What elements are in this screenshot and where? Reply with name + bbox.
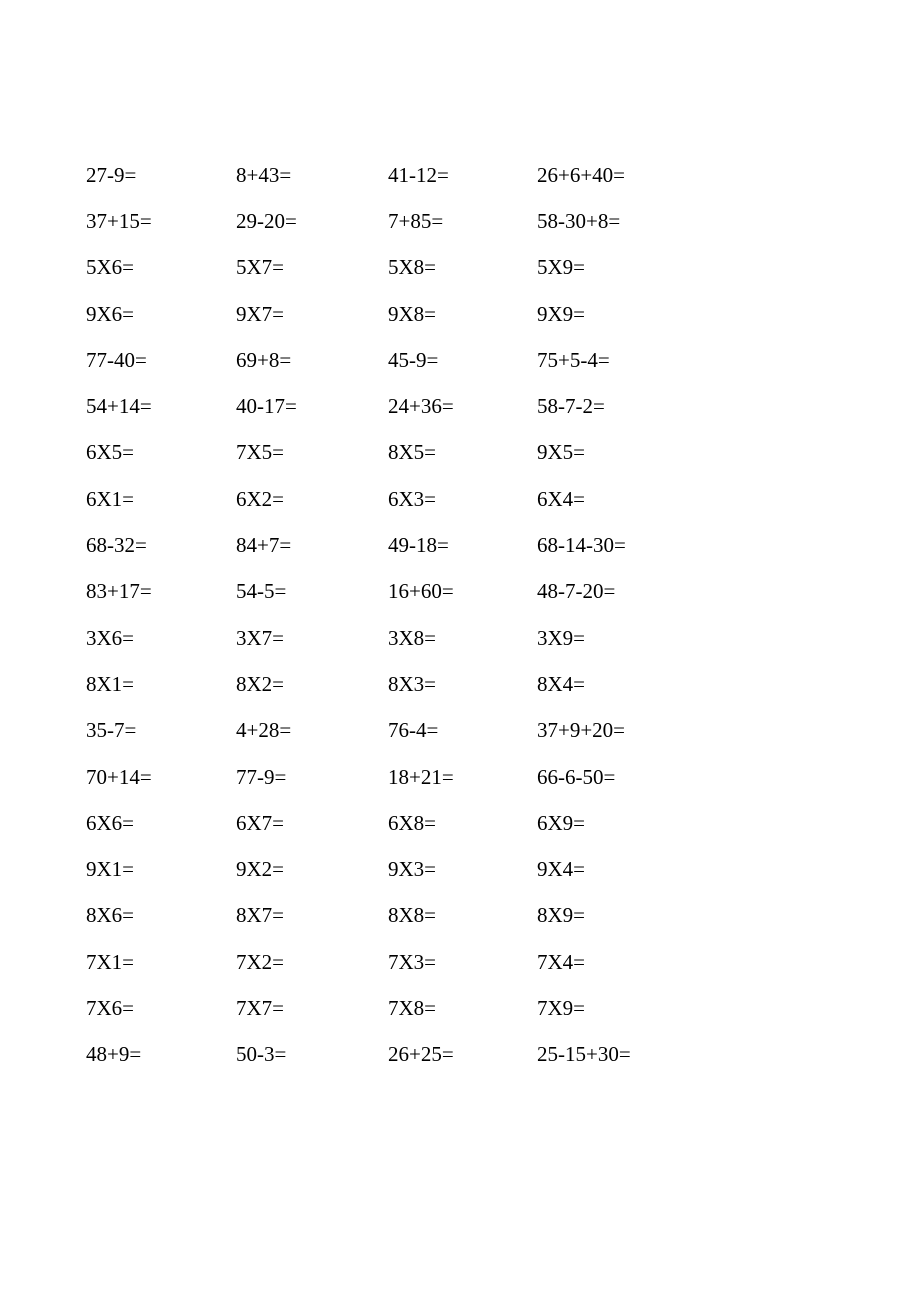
problem: 9X4= [537, 857, 586, 882]
problem: 8X1= [86, 671, 135, 696]
problem: 25-15+30= [537, 1042, 631, 1067]
problem-row [86, 430, 686, 476]
problem: 9X8= [388, 301, 437, 326]
problem: 6X1= [86, 486, 135, 511]
problem: 24+36= [388, 394, 454, 419]
problem: 5X6= [86, 255, 135, 280]
problem: 8X7= [236, 903, 285, 928]
problem: 7X1= [86, 949, 135, 974]
problem: 68-14-30= [537, 533, 626, 558]
problem-row [86, 893, 686, 939]
problem: 7X2= [236, 949, 285, 974]
problem-row [86, 754, 686, 800]
problem-row [86, 245, 686, 291]
problem: 37+15= [86, 208, 152, 233]
problem-grid [86, 152, 686, 1078]
problem-row [86, 661, 686, 707]
problem: 7X6= [86, 995, 135, 1020]
problem: 45-9= [388, 347, 439, 372]
problem: 69+8= [236, 347, 292, 372]
problem: 8X8= [388, 903, 437, 928]
problem: 49-18= [388, 533, 449, 558]
problem: 68-32= [86, 533, 147, 558]
problem-row [86, 476, 686, 522]
problem: 7X8= [388, 995, 437, 1020]
problem: 58-30+8= [537, 208, 621, 233]
problem: 75+5-4= [537, 347, 610, 372]
problem: 5X8= [388, 255, 437, 280]
problem: 9X7= [236, 301, 285, 326]
problem: 6X8= [388, 810, 437, 835]
problem: 3X7= [236, 625, 285, 650]
problem: 16+60= [388, 579, 454, 604]
problem: 66-6-50= [537, 764, 616, 789]
problem: 6X7= [236, 810, 285, 835]
problem: 8X9= [537, 903, 586, 928]
problem: 76-4= [388, 718, 439, 743]
problem: 37+9+20= [537, 718, 626, 743]
problem: 8X2= [236, 671, 285, 696]
problem: 5X9= [537, 255, 586, 280]
problem-row [86, 522, 686, 568]
problem: 41-12= [388, 162, 449, 187]
problem: 70+14= [86, 764, 152, 789]
problem: 9X9= [537, 301, 586, 326]
problem-row [86, 198, 686, 244]
problem: 26+25= [388, 1042, 454, 1067]
problem: 77-40= [86, 347, 147, 372]
problem: 27-9= [86, 162, 137, 187]
problem-row [86, 1032, 686, 1078]
problem-row [86, 152, 686, 198]
problem: 7X3= [388, 949, 437, 974]
problem: 8X3= [388, 671, 437, 696]
problem: 8X5= [388, 440, 437, 465]
problem: 54-5= [236, 579, 287, 604]
problem: 9X3= [388, 857, 437, 882]
problem: 40-17= [236, 394, 297, 419]
problem: 7X7= [236, 995, 285, 1020]
problem: 77-9= [236, 764, 287, 789]
problem: 7X9= [537, 995, 586, 1020]
problem: 83+17= [86, 579, 152, 604]
problem: 9X2= [236, 857, 285, 882]
problem-row [86, 337, 686, 383]
problem-row [86, 708, 686, 754]
problem-row [86, 569, 686, 615]
problem-row [86, 985, 686, 1031]
problem: 58-7-2= [537, 394, 605, 419]
problem: 9X1= [86, 857, 135, 882]
problem: 6X2= [236, 486, 285, 511]
problem: 48-7-20= [537, 579, 616, 604]
problem: 6X6= [86, 810, 135, 835]
problem: 6X4= [537, 486, 586, 511]
problem-row [86, 846, 686, 892]
problem: 8+43= [236, 162, 292, 187]
problem-row [86, 800, 686, 846]
problem-row [86, 383, 686, 429]
problem-row [86, 291, 686, 337]
problem: 3X8= [388, 625, 437, 650]
problem: 7X4= [537, 949, 586, 974]
problem: 9X5= [537, 440, 586, 465]
problem: 6X5= [86, 440, 135, 465]
problem: 7X5= [236, 440, 285, 465]
problem: 5X7= [236, 255, 285, 280]
problem: 3X6= [86, 625, 135, 650]
problem: 6X3= [388, 486, 437, 511]
problem-row [86, 939, 686, 985]
problem: 48+9= [86, 1042, 142, 1067]
problem: 3X9= [537, 625, 586, 650]
problem: 6X9= [537, 810, 586, 835]
problem-row [86, 615, 686, 661]
problem: 7+85= [388, 208, 444, 233]
problem: 9X6= [86, 301, 135, 326]
problem: 50-3= [236, 1042, 287, 1067]
problem: 29-20= [236, 208, 297, 233]
problem: 35-7= [86, 718, 137, 743]
problem: 54+14= [86, 394, 152, 419]
problem: 84+7= [236, 533, 292, 558]
problem: 4+28= [236, 718, 292, 743]
problem: 18+21= [388, 764, 454, 789]
problem: 8X4= [537, 671, 586, 696]
problem: 8X6= [86, 903, 135, 928]
problem: 26+6+40= [537, 162, 626, 187]
